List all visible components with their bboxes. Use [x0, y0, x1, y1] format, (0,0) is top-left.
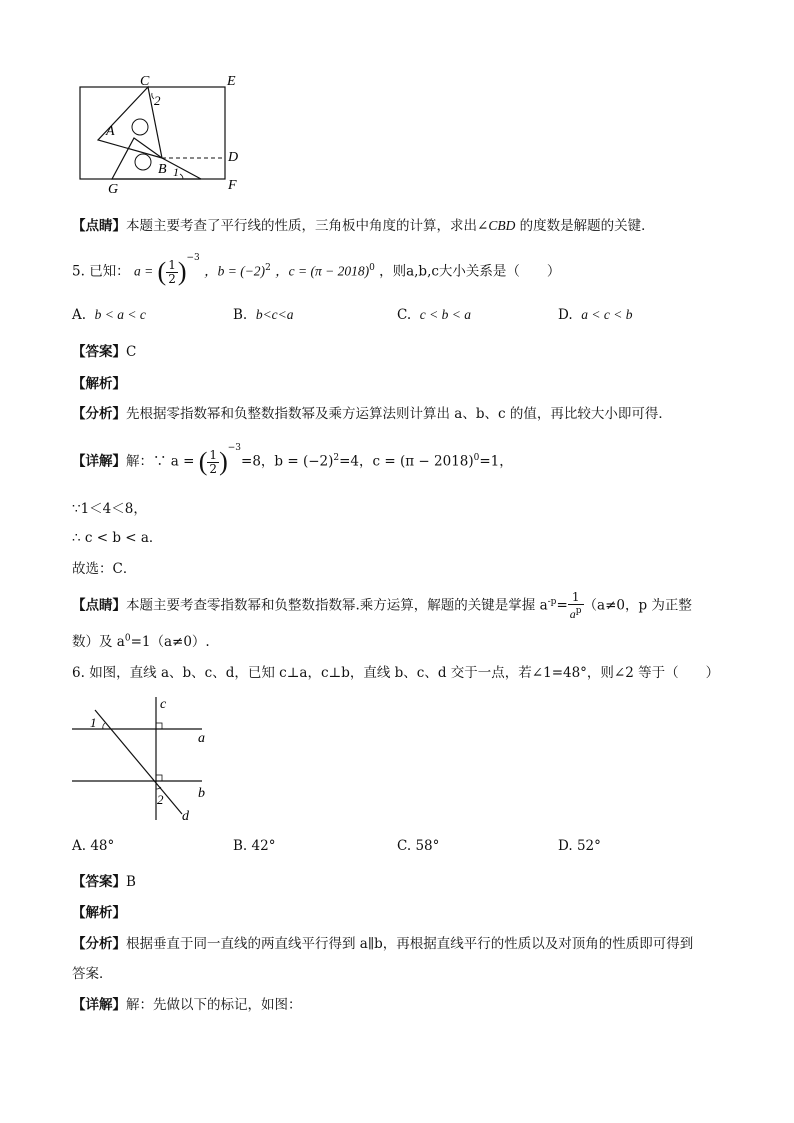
q5-line-because: ∵1＜4＜8， [72, 501, 147, 517]
label-F: F [228, 178, 237, 193]
q6-answer-value: B [126, 874, 136, 890]
geometry-figure-triangles [70, 70, 260, 195]
q5-b-expr: ，b = (−2) [204, 263, 266, 279]
q5-xiangjie: 【详解】解：∵ a = ( $\frac{1}{2}$ )$^{-3}$=8，$b = (-2)^2=4$，$c = (\pi - 2018)^0=1$， [72, 443, 513, 476]
label-D: D [228, 150, 239, 165]
q5-exp-neg3: −3 [186, 253, 200, 263]
fig-label-angle-1: 1 [90, 715, 97, 730]
q5-half-fraction: $\frac{1}{2}$ [168, 257, 176, 286]
label-A: A [106, 124, 115, 139]
label-angle-1: 1 [173, 165, 179, 179]
q5-options [72, 307, 722, 327]
q6-option-d[interactable]: D. 52° [558, 838, 601, 854]
q5-prefix: 已知： [89, 263, 130, 280]
q5-exp-2: 2 [265, 263, 271, 273]
q6-fenxi: 【分析】根据垂直于同一直线的两直线平行得到 a∥b，再根据直线平行的性质以及对顶角的性质即可得到 [72, 936, 694, 952]
fig-label-b: b [198, 786, 205, 801]
q5-stem: 5. 已知： a = ( $\frac{1}{2}$ )$^{-3}$ ，$b = (-2)^2$ ，$c = (\pi - 2018)^0$ ，则a,b,c大小关系是（ ） [72, 253, 561, 286]
q6-option-a[interactable]: A. 48° [72, 838, 115, 854]
comment-tag: 【点睛】 [72, 218, 126, 234]
q5-analysis-tag: 【解析】 [72, 376, 126, 392]
fig-label-a: a [198, 731, 205, 746]
q5-option-c[interactable]: C. c < b < a [397, 307, 471, 323]
q6-stem [72, 661, 719, 681]
q5-option-d[interactable]: D. a < c < b [558, 307, 633, 323]
comment-cbd: CBD [488, 218, 516, 233]
q6-option-b[interactable]: B. 42° [233, 838, 276, 854]
q5-line-choose: 故选：C． [72, 561, 137, 577]
q6-fenxi-line2: 答案． [72, 966, 113, 982]
q6-stem-text: 如图，直线 a、b、c、d，已知 c⊥a，c⊥b，直线 b、c、d 交于一点，若∠1=48°，则∠2 等于（ ） [89, 665, 720, 681]
q5-a-expr: a = [133, 263, 154, 279]
q5-c-expr: ，c = (π − 2018) [275, 263, 370, 279]
q5-fenxi: 【分析】先根据零指数幂和负整数指数幂及乘方运算法则计算出 a、b、c 的值，再比较大小即可得． [72, 406, 672, 422]
q5-suffix: ，则a,b,c大小关系是（ ） [379, 263, 561, 280]
q6-analysis-tag: 【解析】 [72, 905, 126, 921]
geometry-figure-lines [70, 692, 220, 827]
q5-line-therefore: ∴ c < b < a． [72, 530, 163, 546]
q6-options [72, 838, 722, 858]
q6-option-c[interactable]: C. 58° [397, 838, 440, 854]
label-angle-2: 2 [154, 93, 161, 108]
q5-number: 5. [72, 263, 85, 280]
q6-number: 6. [72, 665, 85, 681]
label-B: B [158, 162, 167, 177]
q5-answer: 【答案】C [72, 344, 137, 360]
fig-label-angle-2: 2 [157, 792, 164, 807]
comment-text-2: 的度数是解题的关键． [515, 218, 655, 234]
q5-dianjing: 【点睛】本题主要考查零指数幂和负整数指数幂.乘方运算，解题的关键是掌握 $a^{-p}=$ $\frac{1}{a^p}$ （a≠0，p 为正整 [72, 590, 692, 621]
fig-label-d: d [182, 809, 189, 824]
label-E: E [227, 74, 236, 89]
comment-text-1: 本题主要考查了平行线的性质，三角板中角度的计算，求出∠ [126, 218, 489, 234]
prev-comment [72, 214, 655, 234]
q6-answer: 【答案】B [72, 874, 136, 890]
q5-option-a[interactable]: A. b < a < c [72, 307, 146, 323]
label-G: G [108, 182, 119, 195]
fig-label-c: c [160, 697, 167, 712]
q5-exp-0: 0 [369, 263, 375, 273]
q5-dianjing-line2: 数）及 $a^0=1(a\ne 0)$. [72, 633, 210, 650]
q6-xiangjie: 【详解】解：先做以下的标记，如图： [72, 997, 302, 1013]
q5-answer-value: C [126, 344, 137, 360]
q5-option-b[interactable]: B. b<c<a [233, 307, 294, 323]
label-C: C [140, 74, 150, 89]
